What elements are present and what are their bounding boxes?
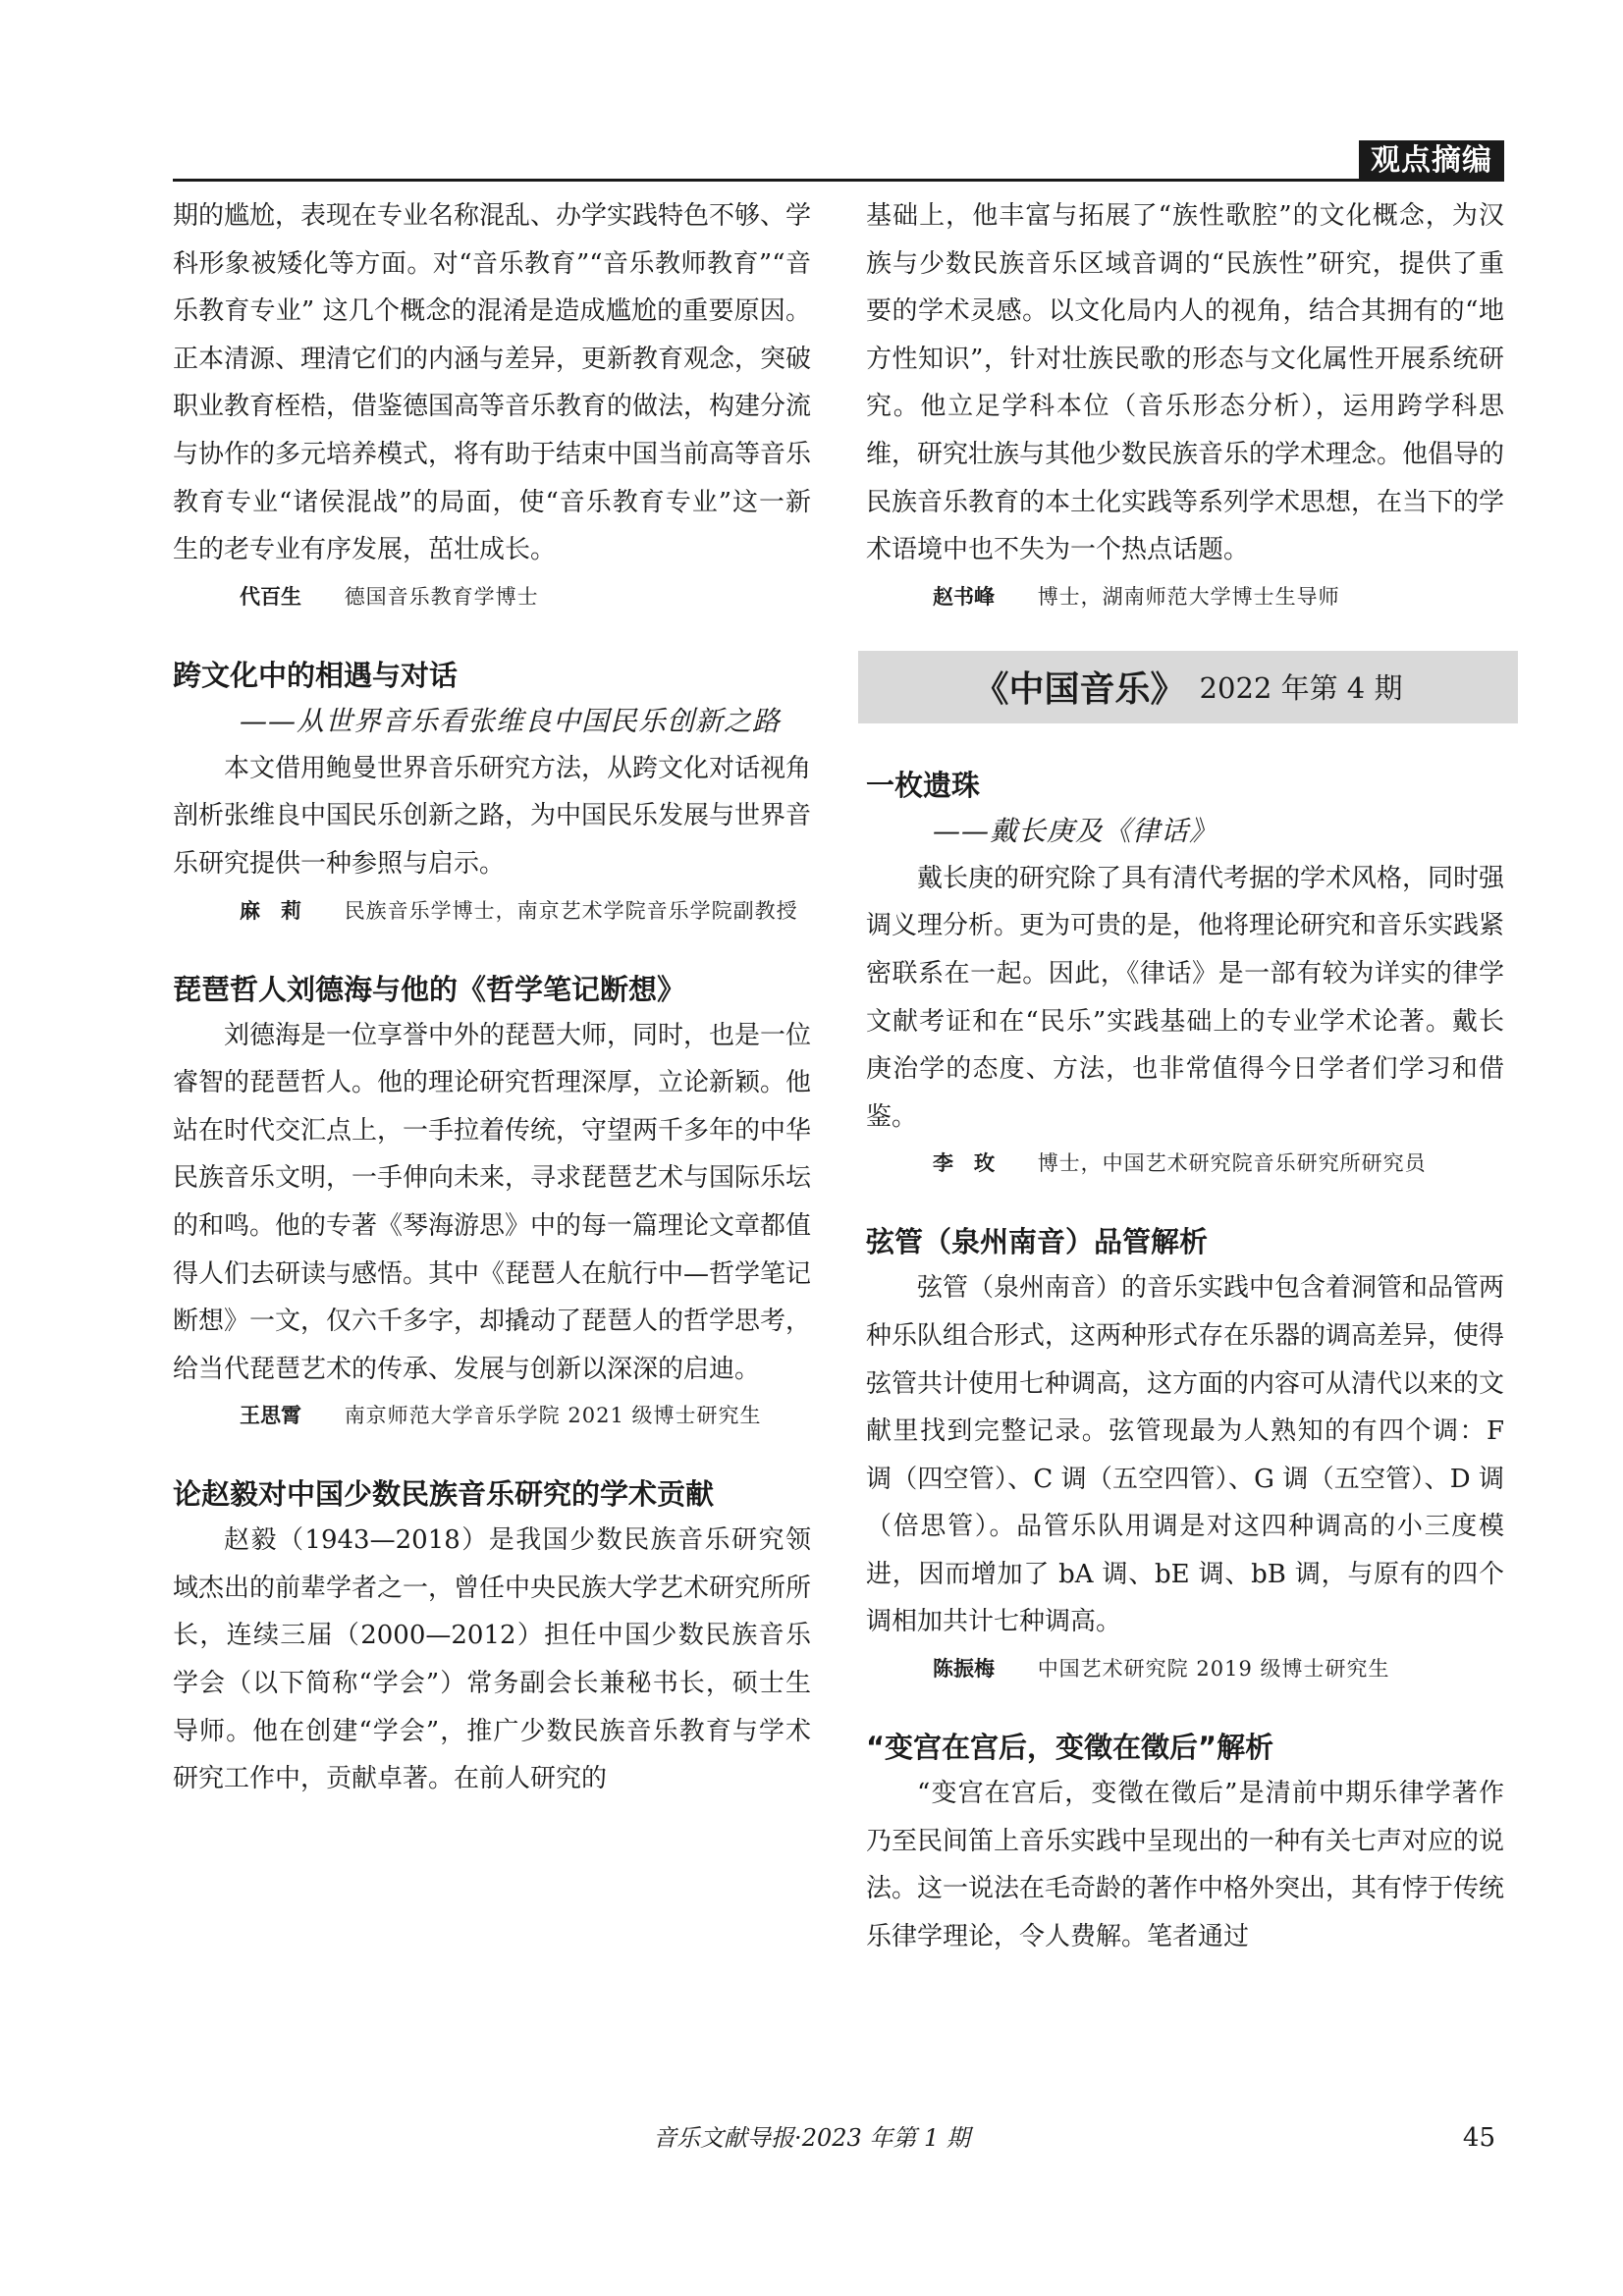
- author-credential: 博士，湖南师范大学博士生导师: [1037, 584, 1340, 609]
- byline: [866, 1652, 1504, 1685]
- article-title: 琵琶哲人刘德海与他的《哲学笔记断想》: [173, 972, 686, 1006]
- article-abstract: “变宫在宫后，变徵在徵后”是清前中期乐律学著作乃至民间笛上音乐实践中呈现出的一种有关七声对应的说法。这一说法在毛奇龄的著作中格外突出，其有悖于传统乐律学理论，令人费解。笔者通过: [866, 1779, 1505, 1951]
- page-number: 45: [1462, 2123, 1495, 2153]
- article-abstract: 本文借用鲍曼世界音乐研究方法，从跨文化对话视角剖析张维良中国民乐创新之路，为中国民乐发展与世界音乐研究提供一种参照与启示。: [173, 753, 812, 879]
- article-abstract: 戴长庚的研究除了具有清代考据的学术风格，同时强调义理分析。更为可贵的是，他将理论研究和音乐实践紧密联系在一起。因此，《律话》是一部有较为详实的律学文献考证和在“民乐”实践基础上的专业学术论著。戴长庚治学的态度、方法，也非常值得今日学者们学习和借鉴。: [866, 863, 1505, 1132]
- article-title: 跨文化中的相遇与对话: [173, 658, 459, 692]
- author-name: 王思霄: [240, 1404, 301, 1428]
- section-tag: 观点摘编: [1359, 140, 1504, 182]
- article-abstract: 赵毅（1943—2018）是我国少数民族音乐研究领域杰出的前辈学者之一，曾任中央民族大学艺术研究所所长，连续三届（2000—2012）担任中国少数民族音乐学会（以下简称“学会”）常务副会长兼秘书长，硕士生导师。他在创建“学会”，推广少数民族音乐教育与学术研究工作中，贡献卓著。在前人研究的: [173, 1525, 812, 1794]
- author-name: 赵书峰: [933, 584, 995, 609]
- byline: [866, 580, 1504, 614]
- author-credential: 中国艺术研究院 2019 级博士研究生: [1037, 1657, 1390, 1682]
- journal-name: 《中国音乐》: [973, 669, 1186, 711]
- article-title: 一枚遗珠: [866, 768, 981, 802]
- footer-journal: 音乐文献导报·2023 年第 1 期: [653, 2124, 970, 2152]
- author-credential: 民族音乐学博士，南京艺术学院音乐学院副教授: [344, 898, 798, 923]
- author-credential: 德国音乐教育学博士: [344, 584, 539, 609]
- right-column: [866, 192, 1504, 1960]
- issue-number: 2022 年第 4 期: [1199, 671, 1403, 706]
- issue-banner: [858, 651, 1518, 723]
- article-title: 弦管（泉州南音）品管解析: [866, 1225, 1209, 1259]
- article-title: 论赵毅对中国少数民族音乐研究的学术贡献: [173, 1477, 715, 1512]
- author-name: 李 玫: [933, 1151, 995, 1176]
- page-footer: [0, 2120, 1623, 2156]
- article-abstract: 刘德海是一位享誉中外的琵琶大师，同时，也是一位睿智的琵琶哲人。他的理论研究哲理深厚，立论新颖。他站在时代交汇点上，一手拉着传统，守望两千多年的中华民族音乐文明，一手伸向未来，寻求琵琶艺术与国际乐坛的和鸣。他的专著《琴海游思》中的每一篇理论文章都值得人们去研读与感悟。其中《琵琶人在航行中—哲学笔记断想》一文，仅六千多字，却撬动了琵琶人的哲学思考，给当代琵琶艺术的传承、发展与创新以深深的启迪。: [173, 1020, 812, 1384]
- byline: [173, 580, 811, 614]
- author-credential: 博士，中国艺术研究院音乐研究所研究员: [1037, 1151, 1427, 1176]
- author-credential: 南京师范大学音乐学院 2021 级博士研究生: [344, 1404, 762, 1428]
- article-title: “变宫在宫后，变徵在徵后”解析: [866, 1731, 1274, 1765]
- byline: [173, 894, 811, 928]
- header-rule: [173, 179, 1504, 182]
- article-subtitle: ——从世界音乐看张维良中国民乐创新之路: [240, 704, 782, 737]
- continued-text: 期的尴尬，表现在专业名称混乱、办学实践特色不够、学科形象被矮化等方面。对“音乐教育”“音乐教师教育”“音乐教育专业” 这几个概念的混淆是造成尴尬的重要原因。正本清源、理清它们的内涵与差异，更新教育观念，突破职业教育桎梏，借鉴德国高等音乐教育的做法，构建分流与协作的多元培养模式，将有助于结束中国当前高等音乐教育专业“诸侯混战”的局面，使“音乐教育专业”这一新生的老专业有序发展，茁壮成长。: [173, 201, 812, 565]
- article-subtitle: ——戴长庚及《律话》: [933, 814, 1218, 847]
- article-abstract: 弦管（泉州南音）的音乐实践中包含着洞管和品管两种乐队组合形式，这两种形式存在乐器的调高差异，使得弦管共计使用七种调高，这方面的内容可从清代以来的文献里找到完整记录。弦管现最为人熟知的有四个调：F 调（四空管）、C 调（五空四管）、G 调（五空管）、D 调（倍思管）。品管乐队用调是对这四种调高的小三度模进，因而增加了 bA 调、bE 调、bB 调，与原有的四个调相加共计七种调高。: [866, 1273, 1505, 1637]
- byline: [173, 1399, 811, 1432]
- continued-text: 基础上，他丰富与拓展了“族性歌腔”的文化概念，为汉族与少数民族音乐区域音调的“民族性”研究，提供了重要的学术灵感。以文化局内人的视角，结合其拥有的“地方性知识”，针对壮族民歌的形态与文化属性开展系统研究。他立足学科本位（音乐形态分析），运用跨学科思维，研究壮族与其他少数民族音乐的学术理念。他倡导的民族音乐教育的本土化实践等系列学术思想，在当下的学术语境中也不失为一个热点话题。: [866, 201, 1505, 565]
- left-column: [173, 192, 811, 1803]
- author-name: 代百生: [240, 584, 301, 609]
- author-name: 麻 莉: [240, 898, 301, 923]
- author-name: 陈振梅: [933, 1657, 995, 1682]
- byline: [866, 1147, 1504, 1180]
